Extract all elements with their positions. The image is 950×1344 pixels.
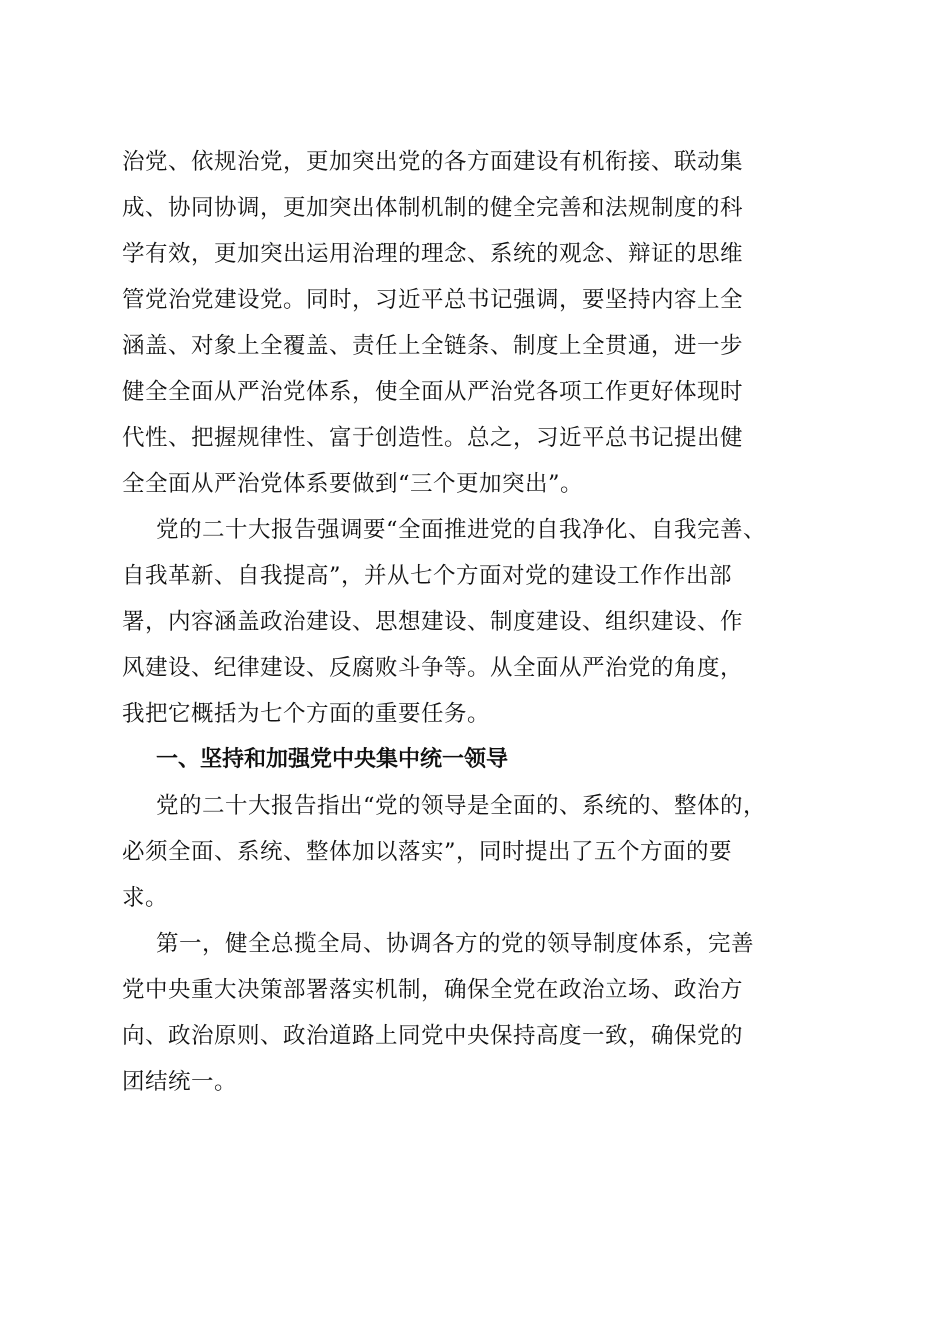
paragraph-line: 自我革新、自我提高”，并从七个方面对党的建设工作作出部: [122, 563, 733, 589]
paragraph-line: 党的二十大报告强调要“全面推进党的自我净化、自我完善、: [156, 517, 767, 543]
paragraph-line: 党的二十大报告指出“党的领导是全面的、系统的、整体的，: [156, 793, 767, 819]
paragraph-line: 健全全面从严治党体系，使全面从严治党各项工作更好体现时: [122, 379, 744, 405]
paragraph-line: 署，内容涵盖政治建设、思想建设、制度建设、组织建设、作: [122, 609, 744, 635]
paragraph-line: 必须全面、系统、整体加以落实”，同时提出了五个方面的要: [122, 839, 733, 865]
paragraph-line: 求。: [122, 885, 169, 911]
paragraph-line: 团结统一。: [122, 1069, 238, 1095]
document-body: [122, 139, 832, 1105]
paragraph-line: 风建设、纪律建设、反腐败斗争等。从全面从严治党的角度，: [122, 655, 744, 681]
paragraph-line: 学有效，更加突出运用治理的理念、系统的观念、辩证的思维: [122, 241, 744, 267]
section-heading: [122, 737, 832, 783]
paragraph-line: 党中央重大决策部署落实机制，确保全党在政治立场、政治方: [122, 977, 744, 1003]
paragraph-line: 向、政治原则、政治道路上同党中央保持高度一致，确保党的: [122, 1023, 744, 1049]
paragraph-1: [122, 139, 832, 507]
section-heading-text: 一、坚持和加强党中央集中统一领导: [156, 747, 509, 772]
paragraph-line: 治党、依规治党，更加突出党的各方面建设有机衔接、联动集: [122, 149, 744, 175]
paragraph-3: [122, 783, 832, 921]
paragraph-line: 代性、把握规律性、富于创造性。总之，习近平总书记提出健: [122, 425, 744, 451]
paragraph-line: 全全面从严治党体系要做到“三个更加突出”。: [122, 471, 584, 497]
paragraph-line: 第一，健全总揽全局、协调各方的党的领导制度体系，完善: [156, 931, 755, 957]
paragraph-line: 成、协同协调，更加突出体制机制的健全完善和法规制度的科: [122, 195, 744, 221]
paragraph-line: 管党治党建设党。同时，习近平总书记强调，要坚持内容上全: [122, 287, 744, 313]
paragraph-4: [122, 921, 832, 1105]
paragraph-line: 我把它概括为七个方面的重要任务。: [122, 701, 491, 727]
paragraph-line: 涵盖、对象上全覆盖、责任上全链条、制度上全贯通，进一步: [122, 333, 744, 359]
paragraph-2: [122, 507, 832, 737]
